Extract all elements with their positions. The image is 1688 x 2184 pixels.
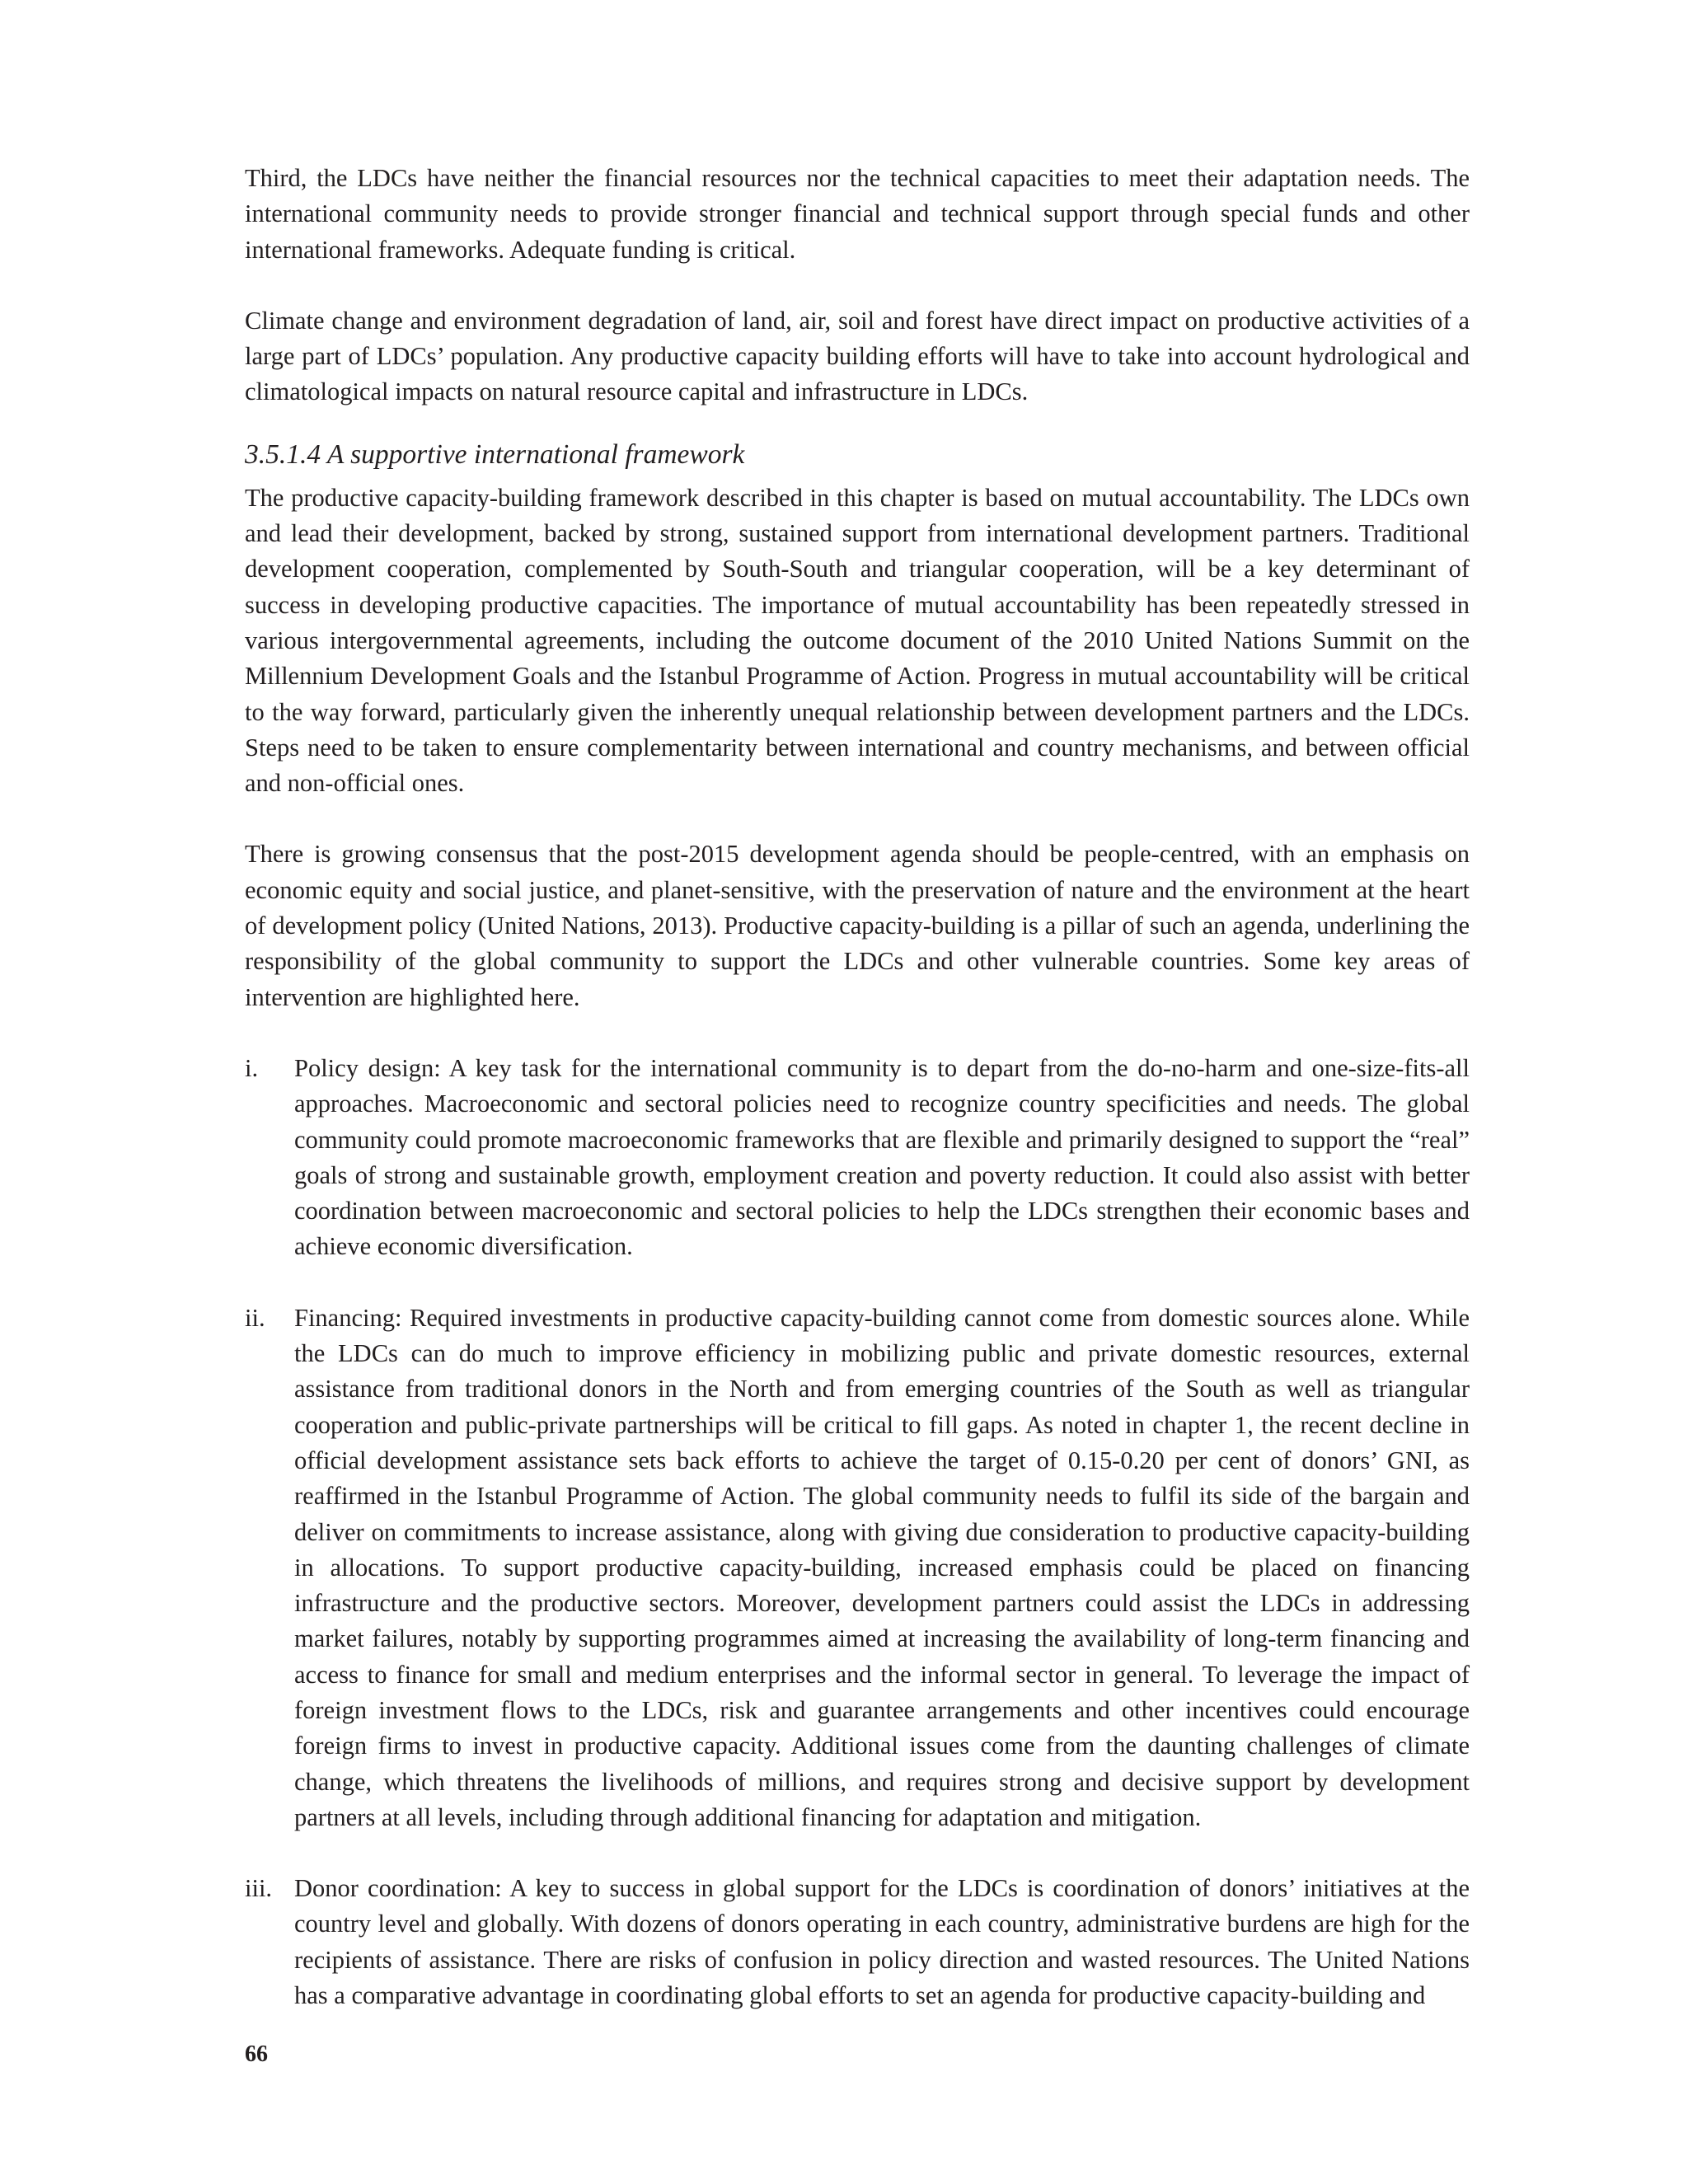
list-item-donor-coordination [245,1871,1470,2013]
list-item-financing [245,1301,1470,1835]
paragraph-mutual-accountability: The productive capacity-building framework described in this chapter is based on mutual accountability. The LDCs own and lead their development, backed by strong, sustained support from international development partners. Traditional development cooperation, complemented by South-South and triangular cooperation, will be a key determinant of success in developing productive capacities. The importance of mutual accountability has been repeatedly stressed in various intergovernmental agreements, including the outcome document of the 2010 United Nations Summit on the Millennium Development Goals and the Istanbul Programme of Action. Progress in mutual accountability will be critical to the way forward, particularly given the inherently unequal relationship between development partners and the LDCs. Steps need to be taken to ensure complementarity between international and country mechanisms, and between official and non-official ones. [245,483,1470,798]
list-item-number: i. [245,1053,259,1082]
section-heading: 3.5.1.4 A supportive international framework [245,438,745,470]
page-body [245,161,1470,2049]
paragraph-adaptation-funding: Third, the LDCs have neither the financial resources nor the technical capacities to meet their adaptation needs. The international community needs to provide stronger financial and technical support through special funds and other international frameworks. Adequate funding is critical. [245,164,1470,264]
paragraph-post-2015-agenda: There is growing consensus that the post-2015 development agenda should be people-centred, with an emphasis on economic equity and social justice, and planet-sensitive, with the preservation of nature and the environment at the heart of development policy (United Nations, 2013). Productive capacity-building is a pillar of such an agenda, underlining the responsibility of the global community to support the LDCs and other vulnerable countries. Some key areas of intervention are highlighted here. [245,840,1470,1011]
page-number: 66 [245,2041,268,2067]
list-item-text: Donor coordination: A key to success in global support for the LDCs is coordination of donors’ initiatives at the country level and globally. With dozens of donors operating in each country, administrative burdens are high for the recipients of assistance. There are risks of confusion in policy direction and wasted resources. The United Nations has a comparative advantage in coordinating global efforts to set an agenda for productive capacity-building and [294,1874,1470,2010]
list-item-text: Policy design: A key task for the international community is to depart from the do-no-harm and one-size-fits-all approaches. Macroeconomic and sectoral policies need to recognize country specificities and needs. The global community could promote macroeconomic frameworks that are flexible and primarily designed to support the “real” goals of strong and sustainable growth, employment creation and poverty reduction. It could also assist with better coordination between macroeconomic and sectoral policies to help the LDCs strengthen their economic bases and achieve economic diversification. [294,1053,1470,1261]
paragraph-climate-change: Climate change and environment degradation of land, air, soil and forest have direct impact on productive activities of a large part of LDCs’ population. Any productive capacity building efforts will have to take into account hydrological and climatological impacts on natural resource capital and infrastructure in LDCs. [245,306,1470,406]
list-item-text: Financing: Required investments in productive capacity-building cannot come from domestic sources alone. While the LDCs can do much to improve efficiency in mobilizing public and private domestic resources, external assistance from traditional donors in the North and from emerging countries of the South as well as triangular cooperation and public-private partnerships will be critical to fill gaps. As noted in chapter 1, the recent decline in official development assistance sets back efforts to achieve the target of 0.15-0.20 per cent of donors’ GNI, as reaffirmed in the Istanbul Programme of Action. The global community needs to fulfil its side of the bargain and deliver on commitments to increase assistance, along with giving due consideration to productive capacity-building in allocations. To support productive capacity-building, increased emphasis could be placed on financing infrastructure and the productive sectors. Moreover, development partners could assist the LDCs in addressing market failures, notably by supporting programmes aimed at increasing the availability of long-term financing and access to finance for small and medium enterprises and the informal sector in general. To leverage the impact of foreign investment flows to the LDCs, risk and guarantee arrangements and other incentives could encourage foreign firms to invest in productive capacity. Additional issues come from the daunting challenges of climate change, which threatens the livelihoods of millions, and requires strong and decisive support by development partners at all levels, including through additional financing for adaptation and mitigation. [294,1303,1470,1831]
list-item-policy-design [245,1051,1470,1265]
list-item-number: iii. [245,1874,273,1903]
list-item-number: ii. [245,1303,265,1332]
